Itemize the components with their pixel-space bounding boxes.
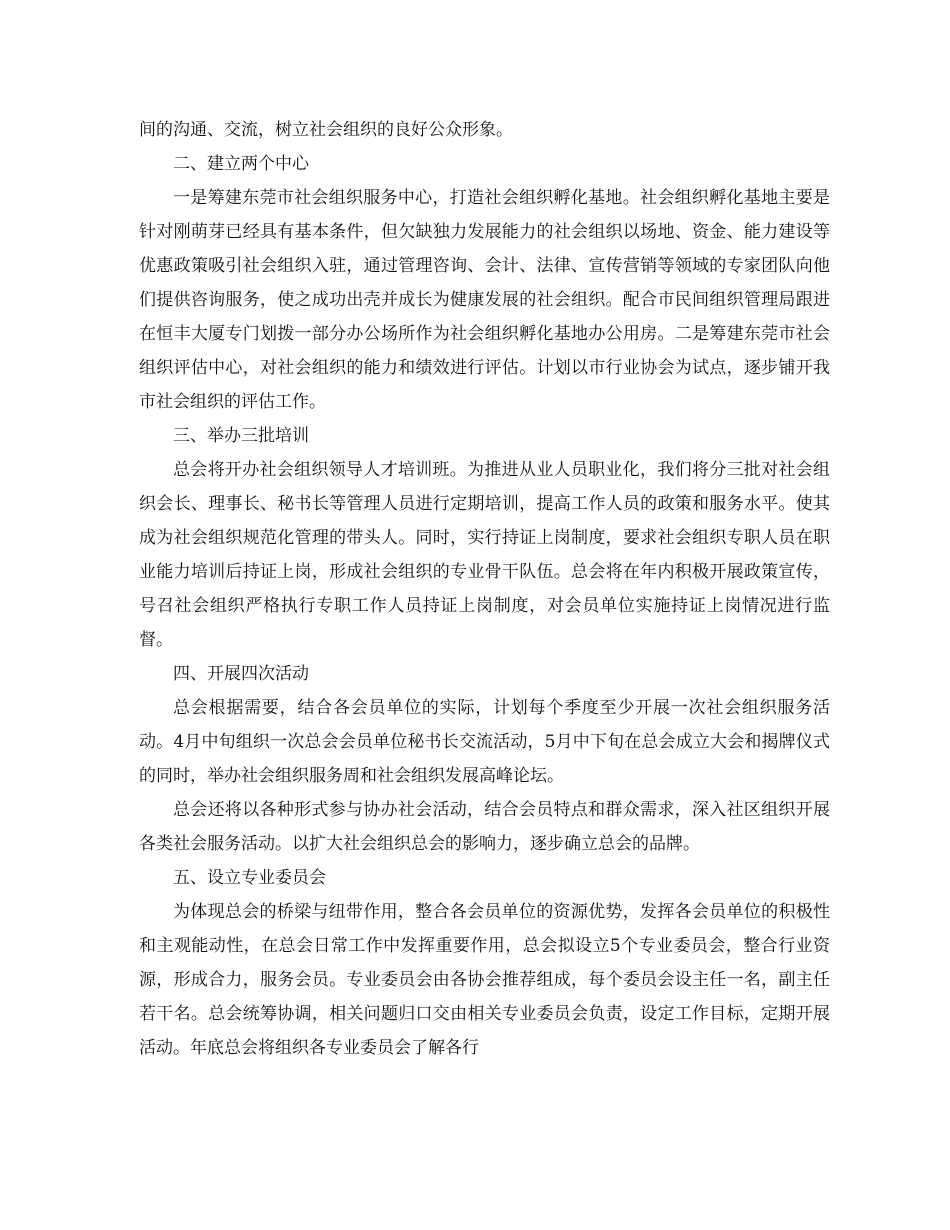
- paragraph-two-centers: 一是筹建东莞市社会组织服务中心，打造社会组织孵化基地。社会组织孵化基地主要是针对刚萌芽已经具有基本条件，但欠缺独力发展能力的社会组织以场地、资金、能力建设等优惠政策吸引社会组织入驻，通过管理咨询、会计、法律、宣传营销等领域的专家团队向他们提供咨询服务，使之成功出壳并成长为健康发展的社会组织。配合市民间组织管理局跟进在恒丰大厦专门划拨一部分办公场所作为社会组织孵化基地办公用房。二是筹建东莞市社会组织评估中心，对社会组织的能力和绩效进行评估。计划以市行业协会为试点，逐步铺开我市社会组织的评估工作。: [139, 188, 830, 412]
- paragraph-social-activities: 总会还将以各种形式参与协办社会活动，结合会员特点和群众需求，深入社区组织开展各类社会服务活动。以扩大社会组织总会的影响力，逐步确立总会的品牌。: [139, 800, 830, 854]
- paragraph-four-activities: 总会根据需要，结合各会员单位的实际，计划每个季度至少开展一次社会组织服务活动。4月中旬组织一次总会会员单位秘书长交流活动，5月中下旬在总会成立大会和揭牌仪式的同时，举办社会组织服务周和社会组织发展高峰论坛。: [139, 698, 830, 786]
- paragraph-continuation: 间的沟通、交流，树立社会组织的良好公众形象。: [139, 120, 513, 140]
- section-heading-two-centers: 二、建立两个中心: [173, 154, 309, 174]
- section-heading-three-trainings: 三、举办三批培训: [173, 426, 309, 446]
- section-heading-committees: 五、设立专业委员会: [173, 868, 326, 888]
- section-heading-four-activities: 四、开展四次活动: [173, 664, 309, 684]
- paragraph-three-trainings: 总会将开办社会组织领导人才培训班。为推进从业人员职业化，我们将分三批对社会组织会长、理事长、秘书长等管理人员进行定期培训，提高工作人员的政策和服务水平。使其成为社会组织规范化管理的带头人。同时，实行持证上岗制度，要求社会组织专职人员在职业能力培训后持证上岗，形成社会组织的专业骨干队伍。总会将在年内积极开展政策宣传，号召社会组织严格执行专职工作人员持证上岗制度，对会员单位实施持证上岗情况进行监督。: [139, 460, 830, 650]
- paragraph-committees: 为体现总会的桥梁与纽带作用，整合各会员单位的资源优势，发挥各会员单位的积极性和主观能动性，在总会日常工作中发挥重要作用，总会拟设立5个专业委员会，整合行业资源，形成合力，服务会员。专业委员会由各协会推荐组成，每个委员会设主任一名，副主任若干名。总会统筹协调，相关问题归口交由相关专业委员会负责，设定工作目标，定期开展活动。年底总会将组织各专业委员会了解各行: [139, 902, 830, 1058]
